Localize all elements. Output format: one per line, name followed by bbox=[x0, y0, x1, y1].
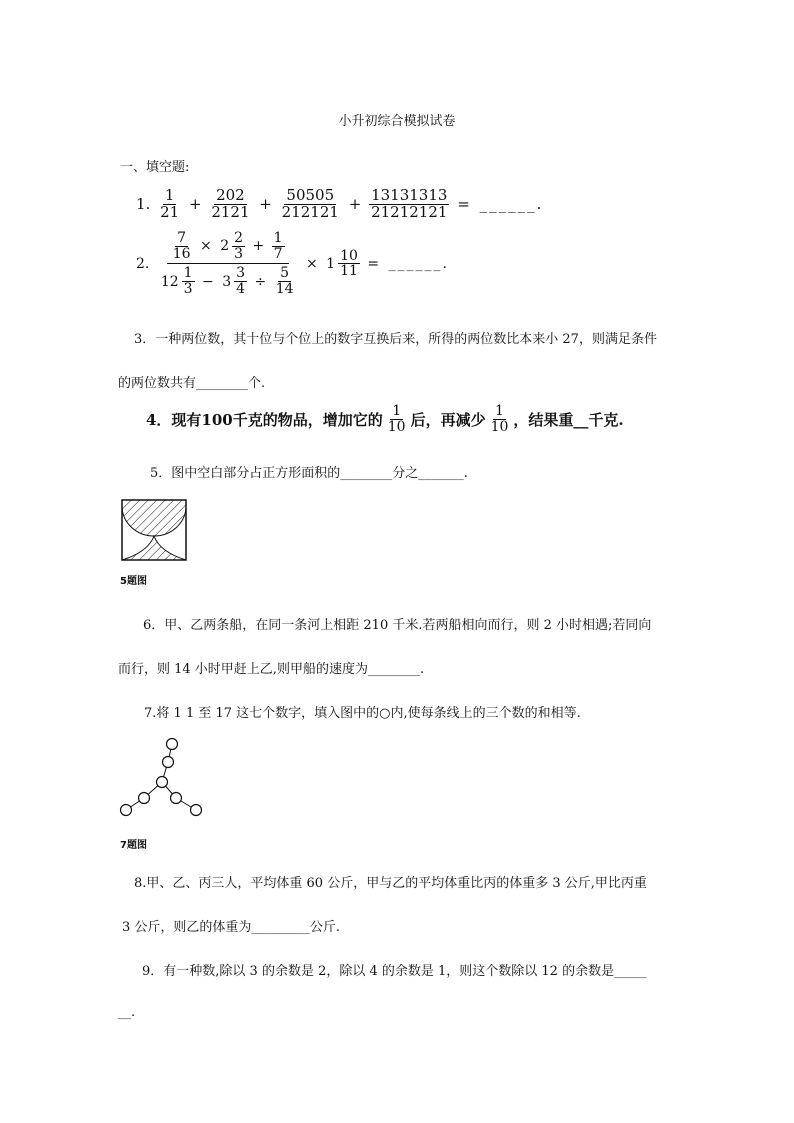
q7-circle-graph bbox=[116, 734, 216, 826]
q5-square-figure bbox=[118, 496, 190, 564]
answer-blank: ______. bbox=[479, 195, 544, 214]
question-8-line-1: 8.甲、乙、丙三人，平均体重 60 公斤，甲与乙的平均体重比丙的体重多 3 公斤,甲比丙重 bbox=[134, 876, 647, 891]
equals-sign: = bbox=[457, 195, 470, 214]
q1-fraction: $\frac{50505}{212121}$ bbox=[281, 186, 339, 221]
plus-sign: + bbox=[259, 195, 272, 214]
graph-node bbox=[139, 793, 150, 804]
q4-fraction: $\frac{1}{10}$ bbox=[387, 403, 406, 435]
answer-blank: ______. bbox=[388, 255, 449, 272]
question-7: 7.将 1 1 至 17 这七个数字，填入图中的○内,使每条线上的三个数的和相等. bbox=[144, 706, 581, 721]
question-5: 5．图中空白部分占正方形面积的________分之_______. bbox=[150, 466, 468, 481]
plus-sign: + bbox=[188, 195, 202, 214]
q5-figure-caption: 5题图 bbox=[120, 576, 147, 587]
q1-fraction: $\frac{1}{21}$ bbox=[160, 186, 180, 221]
mixed-whole: 1 bbox=[326, 255, 336, 272]
graph-node bbox=[163, 757, 174, 768]
q1-fraction: $\frac{13131313}{21212121}$ bbox=[371, 186, 448, 221]
question-8-line-2: 3 公斤，则乙的体重为_________公斤. bbox=[122, 920, 341, 935]
graph-node bbox=[121, 805, 132, 816]
equals-sign: = bbox=[367, 255, 380, 272]
graph-node bbox=[171, 793, 182, 804]
q7-figure-caption: 7题图 bbox=[120, 840, 147, 851]
page-title: 小升初综合模拟试卷 bbox=[338, 114, 456, 129]
q2-complex-fraction: $\frac{7}{16}$ × 2 $\frac{2}{3}$ + $\frac{1}{7}$ 12 $\frac{1}{3}$ − 3 $\frac{3}{4}$ ÷ $\frac{5}{14}$ bbox=[160, 230, 294, 298]
question-3-line-2: 的两位数共有________个. bbox=[118, 376, 266, 391]
section-heading: 一、填空题: bbox=[120, 160, 190, 175]
q4-fraction: $\frac{1}{10}$ bbox=[490, 403, 509, 435]
q2-number: 2. bbox=[136, 255, 150, 272]
graph-node bbox=[157, 777, 168, 788]
graph-node bbox=[167, 739, 178, 750]
question-6-line-1: 6．甲、乙两条船，在同一条河上相距 210 千米.若两船相向而行，则 2 小时相遇;若同向 bbox=[143, 618, 652, 633]
q2-multiplier-fraction: $\frac{10}{11}$ bbox=[340, 247, 358, 280]
question-4: 4．现有100千克的物品，增加它的 $\frac{1}{10}$ 后，再减少 $\frac{1}{10}$ ，结果重__千克. bbox=[146, 403, 624, 435]
question-9-line-1: 9．有一种数,除以 3 的余数是 2，除以 4 的余数是 1，则这个数除以 12 的余数是_____ bbox=[142, 964, 647, 979]
q1-fraction: $\frac{202}{2121}$ bbox=[211, 186, 250, 221]
question-9-line-2: __. bbox=[118, 1005, 136, 1020]
plus-sign: + bbox=[348, 195, 362, 214]
times-sign: × bbox=[305, 255, 318, 272]
question-6-line-2: 而行，则 14 小时甲赶上乙,则甲船的速度为________. bbox=[118, 662, 425, 677]
q1-number: 1. bbox=[136, 195, 151, 214]
graph-node bbox=[191, 805, 202, 816]
question-2 bbox=[134, 231, 449, 297]
question-3-line-1: 3．一种两位数，其十位与个位上的数字互换后来，所得的两位数比本来小 27，则满足条件 bbox=[134, 332, 657, 347]
question-1 bbox=[134, 188, 543, 221]
